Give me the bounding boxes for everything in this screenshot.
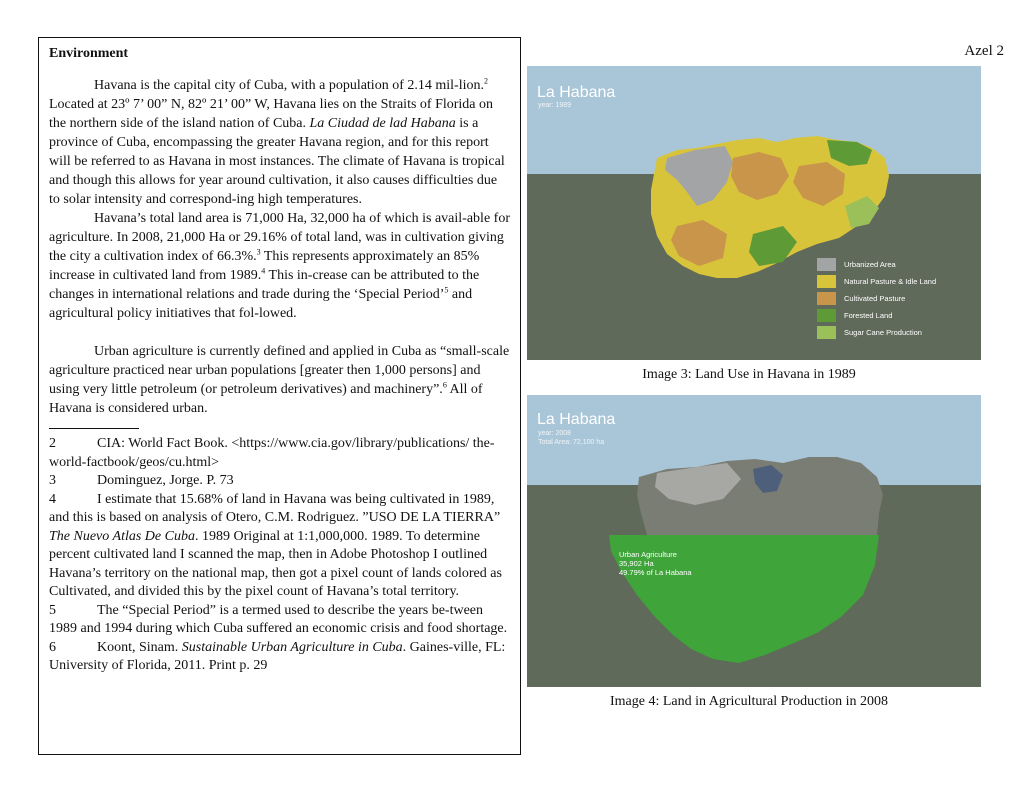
paragraph-text: This in-crease can be attributed to the changes in international relations and trade during the ‘Special Period’ — [49, 268, 480, 302]
footnote-6 — [49, 639, 510, 676]
legend-label: Forested Land — [844, 311, 893, 320]
footnote-ref: 3 — [256, 247, 261, 257]
map-1989-legend — [817, 256, 936, 341]
legend-swatch — [817, 275, 836, 288]
legend-label: Natural Pasture & Idle Land — [844, 277, 937, 286]
agriculture-map-2008 — [527, 395, 981, 687]
legend-swatch — [817, 258, 836, 271]
footnote-ref: 6 — [442, 380, 447, 390]
agri-label-share: 49.79% of La Habana — [619, 568, 692, 577]
text-column — [38, 37, 521, 755]
land-use-map-1989 — [527, 66, 981, 360]
paragraph-text: Havana’s total land area is 71,000 Ha, 32,000 ha of which is avail-able for agriculture. In 2008, 21,000 Ha or 29.16% of total land, was in cultivation giving the city a cultivation index of 66.3%. — [49, 211, 510, 264]
paragraph-text: Havana is the capital city of Cuba, with a population of 2.14 mil-lion. — [94, 78, 484, 93]
paragraph-text: and agricultural policy initiatives that fol-lowed. — [49, 287, 473, 321]
footnote-number: 3 — [49, 473, 56, 488]
urban-agriculture-label — [619, 550, 692, 577]
legend-item-natural-pasture — [817, 273, 936, 290]
footnote-ref: 2 — [483, 76, 488, 86]
footnote-text: . 1989 Original at 1:1,000,000. 1989. To determine percent cultivated land I scanned the map, then in Adobe Photoshop I outlined Havana’s territory on the national map, then got a pixel count of lands colored as Cultivated, and divided this by the pixel count of Havana’s total territory. — [49, 528, 502, 599]
footnote-text: Dominguez, Jorge. P. 73 — [97, 473, 234, 488]
paragraph-2 — [49, 209, 510, 323]
paragraph-text: Urban agriculture is currently defined and applied in Cuba as “small-scale agriculture practiced near urban populations [greater then 1,000 persons] and using very little petroleum (or petroleum derivatives) and machinery”. — [49, 344, 510, 397]
footnote-text: . Gaines-ville, FL: University of Florida, 2011. Print p. 29 — [49, 639, 506, 673]
legend-item-sugar-cane — [817, 324, 936, 341]
paragraph-1 — [49, 76, 510, 209]
italic-text: The Nuevo Atlas De Cuba — [49, 528, 195, 544]
footnote-number: 6 — [49, 639, 56, 655]
image-3-caption: Image 3: Land Use in Havana in 1989 — [642, 367, 856, 382]
paragraph-text: This represents approximately an 85% increase in cultivated land from 1989. — [49, 249, 480, 283]
italic-text: Sustainable Urban Agriculture in Cuba — [181, 639, 403, 655]
footnote-number: 4 — [49, 491, 56, 507]
agri-label-area: 35,902 Ha — [619, 559, 654, 568]
footnote-text: Koont, Sinam. — [97, 639, 182, 655]
footnote-3 — [49, 472, 510, 491]
footnote-number: 2 — [49, 436, 56, 451]
footnote-text: The “Special Period” is a termed used to describe the years be-tween 1989 and 1994 during which Cuba suffered an economic crisis and food shortage. — [49, 602, 508, 636]
legend-item-cultivated-pasture — [817, 290, 936, 307]
paragraph-text: Located at 23º 7’ 00” N, 82º 21’ 00” W, Havana lies on the Straits of Florida on the northern side of the island nation of Cuba. — [49, 97, 494, 131]
page-header: Azel 2 — [964, 43, 1004, 59]
footnote-2 — [49, 435, 510, 472]
map-2008-title: La Habana — [537, 411, 616, 428]
footnote-text: I estimate that 15.68% of land in Havana was being cultivated in 1989, and this is based on analysis of Otero, C.M. Rodriguez. ”USO DE LA TIERRA” — [49, 491, 501, 525]
italic-text: La Ciudad de lad Habana — [309, 116, 456, 131]
legend-item-forested — [817, 307, 936, 324]
footnote-ref: 5 — [444, 285, 449, 295]
legend-label: Cultivated Pasture — [844, 294, 906, 303]
legend-label: Sugar Cane Production — [844, 328, 922, 337]
paragraph-text: is a province of Cuba, encompassing the greater Havana region, and for this report will be referred to as Havana in most instances. The climate of Havana is tropical and though this allows for year around cultivation, it also causes difficulties due to solar intensity and correspond-ing high temperatures. — [49, 116, 505, 207]
footnote-divider — [49, 428, 139, 429]
paragraph-text: All of Havana is considered urban. — [49, 382, 483, 416]
paragraph-3 — [49, 342, 510, 418]
legend-swatch — [817, 326, 836, 339]
footnote-ref: 4 — [261, 266, 266, 276]
map-1989-title: La Habana — [537, 84, 616, 101]
paragraph-gap — [49, 323, 510, 342]
agri-label-title: Urban Agriculture — [619, 550, 677, 559]
legend-swatch — [817, 292, 836, 305]
footnote-number: 5 — [49, 602, 56, 618]
legend-swatch — [817, 309, 836, 322]
section-heading: Environment — [49, 46, 129, 61]
footnote-text: CIA: World Fact Book. <https://www.cia.gov/library/publications/ the-world-factbook/geos/cu.html> — [49, 436, 495, 470]
legend-item-urbanized — [817, 256, 936, 273]
image-4-caption: Image 4: Land in Agricultural Production in 2008 — [609, 694, 888, 709]
map-2008-year: year: 2008 — [538, 430, 572, 437]
map-1989-year: year: 1989 — [538, 102, 572, 109]
map-2008-total-area: Total Area: 72,100 ha — [538, 439, 605, 446]
legend-label: Urbanized Area — [844, 260, 896, 269]
footnote-4 — [49, 491, 510, 602]
footnote-5 — [49, 602, 510, 639]
